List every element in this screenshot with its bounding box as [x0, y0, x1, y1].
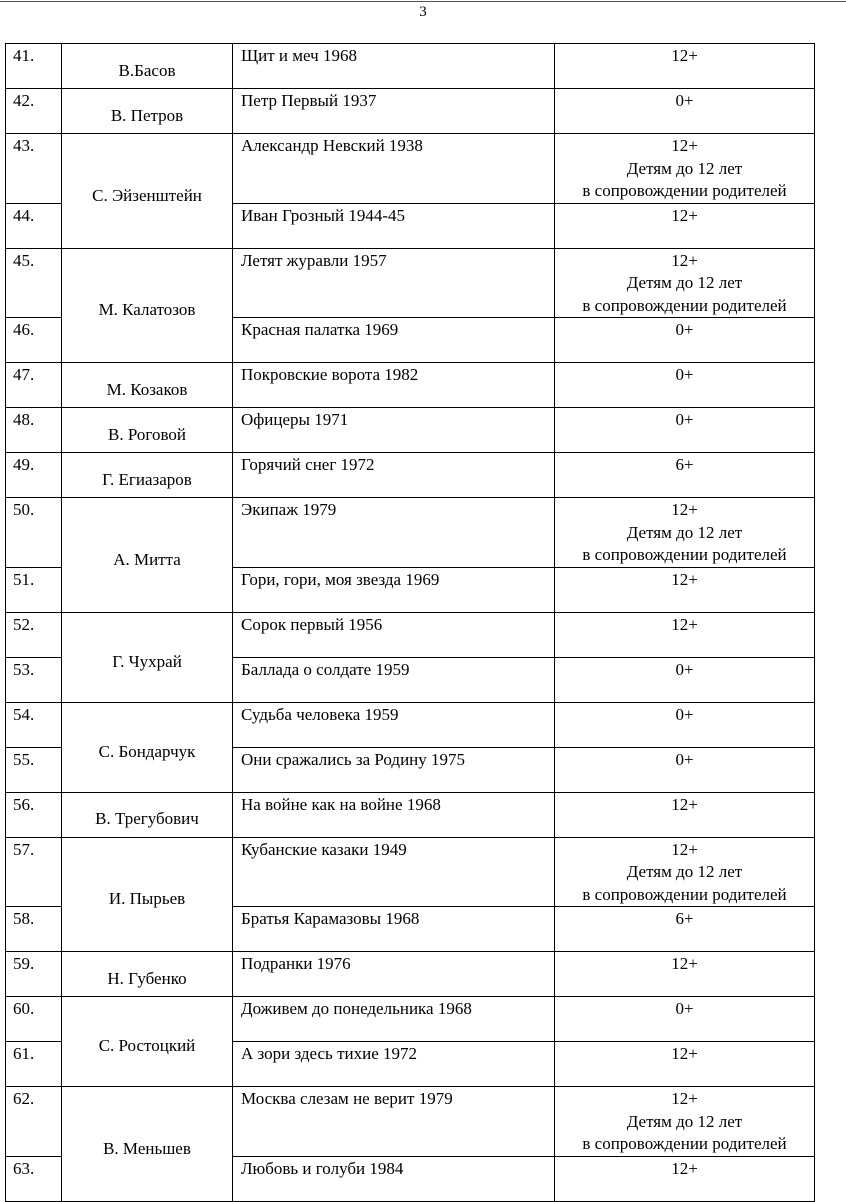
- director-name: С. Эйзенштейн: [92, 185, 202, 205]
- row-number: 60.: [6, 997, 62, 1042]
- age-rating: 12+: [671, 794, 698, 814]
- row-number: 56.: [6, 792, 62, 837]
- age-note: в сопровождении родителей: [582, 1134, 787, 1153]
- age-rating: 6+: [675, 455, 694, 474]
- age-rating: 12+: [671, 954, 698, 973]
- film-title: Летят журавли 1957: [233, 248, 555, 318]
- age-rating: 12+: [671, 46, 698, 65]
- director-cell: [62, 134, 233, 249]
- table-row: [6, 837, 815, 907]
- film-title: Петр Первый 1937: [233, 89, 555, 134]
- row-number: 61.: [6, 1042, 62, 1087]
- age-rating: 0+: [675, 999, 694, 1018]
- age-rating: 12+: [671, 250, 698, 270]
- film-title: Братья Карамазовы 1968: [233, 907, 555, 952]
- age-rating: 12+: [671, 569, 698, 589]
- row-number: 41.: [6, 44, 62, 89]
- age-rating: 12+: [671, 1089, 698, 1108]
- age-rating-cell: [555, 408, 815, 453]
- age-rating-cell: [555, 1156, 815, 1201]
- row-number: 46.: [6, 318, 62, 363]
- row-number: 48.: [6, 408, 62, 453]
- director-name: М. Калатозов: [98, 300, 196, 319]
- table-row: [6, 363, 815, 408]
- director-cell: [62, 702, 233, 792]
- age-note: Детям до 12 лет: [626, 522, 743, 542]
- director-name: В. Петров: [110, 105, 184, 125]
- director-cell: [62, 248, 233, 363]
- row-number: 57.: [6, 837, 62, 907]
- row-number: 53.: [6, 657, 62, 702]
- director-cell: [62, 1087, 233, 1202]
- age-rating-cell: [555, 657, 815, 702]
- age-rating: 12+: [671, 500, 698, 519]
- row-number: 55.: [6, 747, 62, 792]
- table-row: [6, 1087, 815, 1157]
- table-row: [6, 792, 815, 837]
- table-row: [6, 408, 815, 453]
- page-number: 3: [419, 4, 427, 20]
- age-rating-cell: [555, 952, 815, 997]
- age-note: Детям до 12 лет: [626, 862, 743, 881]
- age-rating-cell: [555, 612, 815, 657]
- age-rating: 0+: [675, 320, 694, 339]
- table-row: [6, 89, 815, 134]
- table-row: [6, 612, 815, 657]
- age-rating-cell: [555, 1087, 815, 1157]
- director-cell: [62, 997, 233, 1087]
- age-rating-cell: [555, 747, 815, 792]
- director-name: В. Меньшев: [103, 1138, 191, 1158]
- director-name: М. Козаков: [106, 379, 188, 399]
- director-name: С. Бондарчук: [98, 741, 196, 761]
- table-row: [6, 453, 815, 498]
- film-title: Щит и меч 1968: [233, 44, 555, 89]
- director-cell: [62, 952, 233, 997]
- age-rating-cell: [555, 363, 815, 408]
- age-rating-cell: [555, 837, 815, 907]
- director-name: Н. Губенко: [107, 968, 187, 988]
- row-number: 52.: [6, 612, 62, 657]
- age-rating: 0+: [675, 91, 694, 110]
- age-note: Детям до 12 лет: [626, 1111, 743, 1131]
- row-number: 58.: [6, 907, 62, 952]
- age-note: в сопровождении родителей: [582, 181, 787, 200]
- row-number: 42.: [6, 89, 62, 134]
- film-title: Они сражались за Родину 1975: [233, 747, 555, 792]
- director-name: А. Митта: [113, 549, 181, 569]
- film-title: На войне как на войне 1968: [233, 792, 555, 837]
- age-rating: 0+: [675, 704, 694, 724]
- films-table: [5, 43, 815, 1202]
- age-rating: 12+: [671, 136, 698, 155]
- film-title: Гори, гори, моя звезда 1969: [233, 567, 555, 612]
- director-cell: [62, 498, 233, 613]
- film-title: Экипаж 1979: [233, 498, 555, 568]
- age-rating-cell: [555, 89, 815, 134]
- row-number: 43.: [6, 134, 62, 204]
- age-rating: 0+: [675, 410, 694, 429]
- row-number: 44.: [6, 203, 62, 248]
- age-rating: 12+: [671, 614, 698, 634]
- director-cell: [62, 453, 233, 498]
- age-rating: 12+: [671, 839, 698, 859]
- row-number: 45.: [6, 248, 62, 318]
- film-title: Красная палатка 1969: [233, 318, 555, 363]
- film-title: Кубанские казаки 1949: [233, 837, 555, 907]
- film-title: А зори здесь тихие 1972: [233, 1042, 555, 1087]
- film-title: Офицеры 1971: [233, 408, 555, 453]
- film-title: Доживем до понедельника 1968: [233, 997, 555, 1042]
- film-title: Сорок первый 1956: [233, 612, 555, 657]
- director-name: В.Басов: [118, 60, 176, 80]
- table-row: [6, 952, 815, 997]
- director-name: И. Пырьев: [108, 889, 186, 908]
- director-cell: [62, 89, 233, 134]
- director-cell: [62, 612, 233, 702]
- age-rating-cell: [555, 453, 815, 498]
- age-note: Детям до 12 лет: [626, 158, 743, 178]
- director-name: Г. Егиазаров: [102, 469, 192, 489]
- age-note: в сопровождении родителей: [582, 545, 787, 564]
- film-title: Любовь и голуби 1984: [233, 1156, 555, 1201]
- age-rating: 12+: [671, 1158, 698, 1178]
- age-note: в сопровождении родителей: [582, 884, 787, 904]
- age-rating-cell: [555, 318, 815, 363]
- film-title: Москва слезам не верит 1979: [233, 1087, 555, 1157]
- film-title: Горячий снег 1972: [233, 453, 555, 498]
- director-name: В. Трегубович: [95, 809, 199, 829]
- age-rating-cell: [555, 248, 815, 318]
- age-note: в сопровождении родителей: [582, 295, 787, 315]
- age-rating: 12+: [671, 205, 698, 225]
- age-note: Детям до 12 лет: [626, 273, 743, 292]
- age-rating-cell: [555, 792, 815, 837]
- age-rating: 0+: [675, 749, 694, 769]
- row-number: 49.: [6, 453, 62, 498]
- film-title: Покровские ворота 1982: [233, 363, 555, 408]
- table-row: [6, 44, 815, 89]
- table-row: [6, 248, 815, 318]
- director-cell: [62, 44, 233, 89]
- film-title: Баллада о солдате 1959: [233, 657, 555, 702]
- age-rating: 6+: [675, 909, 694, 928]
- director-name: В. Роговой: [108, 424, 186, 444]
- row-number: 63.: [6, 1156, 62, 1201]
- age-rating: 0+: [675, 365, 694, 384]
- age-rating-cell: [555, 567, 815, 612]
- age-rating-cell: [555, 203, 815, 248]
- table-row: [6, 498, 815, 568]
- page-top-rule: [0, 1, 846, 2]
- age-rating-cell: [555, 702, 815, 747]
- table-row: [6, 997, 815, 1042]
- film-title: Александр Невский 1938: [233, 134, 555, 204]
- director-cell: [62, 363, 233, 408]
- age-rating-cell: [555, 44, 815, 89]
- director-cell: [62, 837, 233, 952]
- director-cell: [62, 408, 233, 453]
- age-rating-cell: [555, 907, 815, 952]
- director-cell: [62, 792, 233, 837]
- age-rating-cell: [555, 134, 815, 204]
- director-name: С. Ростоцкий: [98, 1036, 196, 1056]
- row-number: 59.: [6, 952, 62, 997]
- table-row: [6, 134, 815, 204]
- row-number: 54.: [6, 702, 62, 747]
- age-rating-cell: [555, 1042, 815, 1087]
- films-table-body: [6, 44, 815, 1202]
- table-row: [6, 702, 815, 747]
- film-title: Иван Грозный 1944-45: [233, 203, 555, 248]
- age-rating: 0+: [675, 659, 694, 679]
- row-number: 50.: [6, 498, 62, 568]
- age-rating-cell: [555, 997, 815, 1042]
- director-name: Г. Чухрай: [112, 651, 182, 671]
- age-rating-cell: [555, 498, 815, 568]
- film-title: Подранки 1976: [233, 952, 555, 997]
- row-number: 62.: [6, 1087, 62, 1157]
- film-title: Судьба человека 1959: [233, 702, 555, 747]
- row-number: 51.: [6, 567, 62, 612]
- age-rating: 12+: [671, 1044, 698, 1063]
- row-number: 47.: [6, 363, 62, 408]
